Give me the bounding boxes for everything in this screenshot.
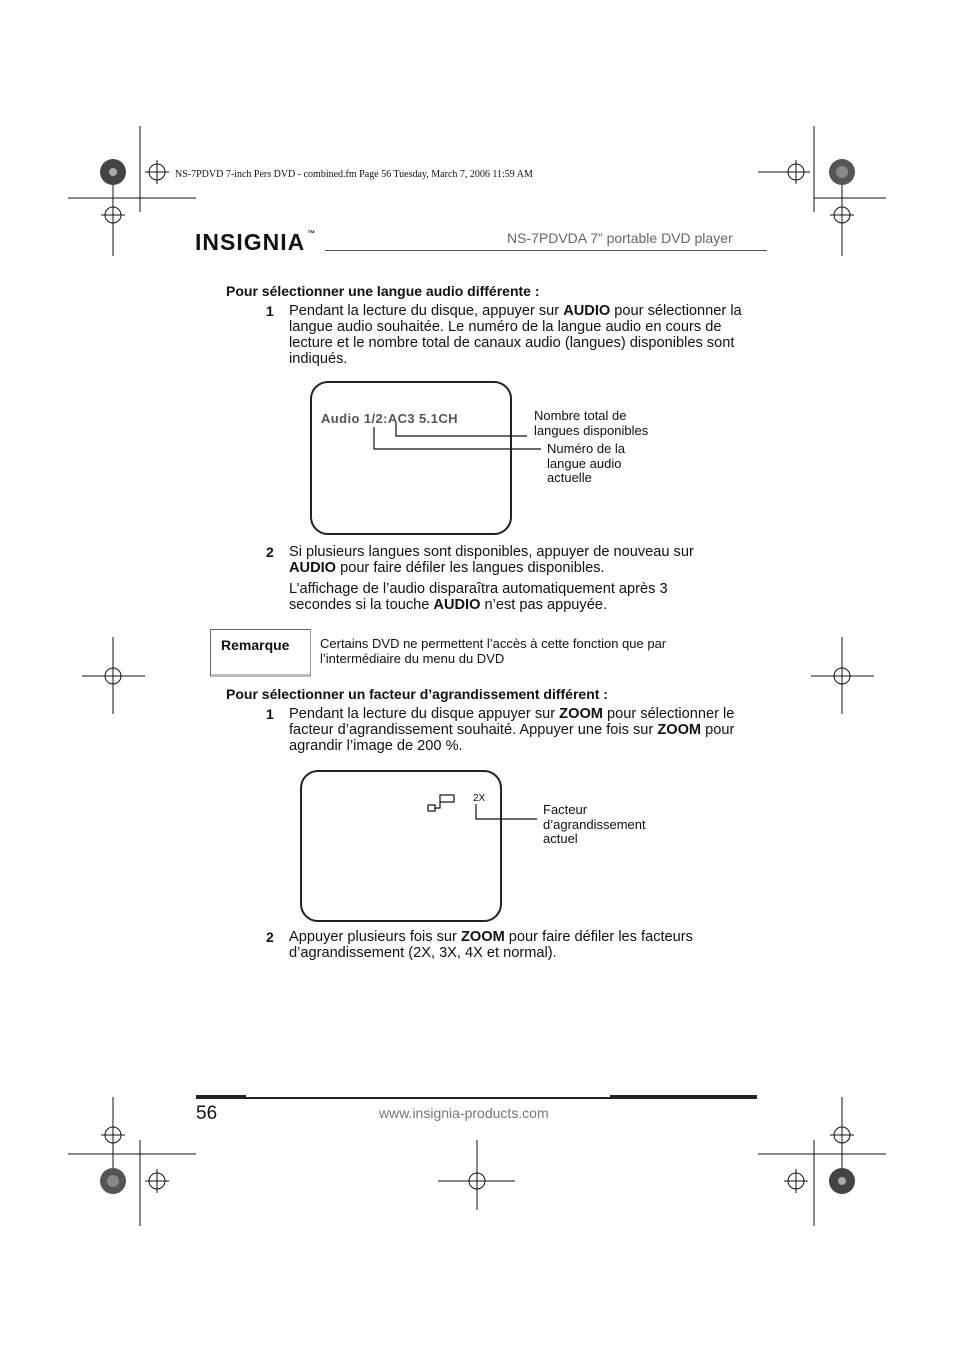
step-number: 1 (266, 706, 274, 722)
zoom-level-label: 2X (473, 793, 486, 804)
text: pour sélectionner le facteur d’agrandissement souhaité. Appuyer une fois sur (289, 706, 735, 738)
section-heading-audio: Pour sélectionner une langue audio différente : (226, 283, 540, 299)
text: Pendant la lecture du disque, appuyer sur (289, 303, 564, 319)
callout-line: actuelle (547, 470, 592, 486)
page-number: 56 (196, 1103, 218, 1124)
text: Pendant la lecture du disque appuyer sur (289, 706, 560, 722)
step-number: 2 (266, 544, 274, 560)
callout-line: Nombre total de (534, 408, 627, 423)
note-label: Remarque (221, 637, 290, 653)
zoom-icon (428, 795, 454, 811)
text: pour sélectionner la langue audio souhaitée. Le numéro de la langue audio en cours de lecture et le nombre total de canaux audio (langues) disponibles sont indiqués. (289, 303, 742, 367)
text: n’est pas appuyée. (480, 597, 608, 613)
text: pour faire défiler les facteurs d’agrandissement (2X, 3X, 4X et normal). (289, 929, 693, 961)
bold-text: AUDIO (289, 560, 337, 576)
callout-line: d’agrandissement (543, 816, 646, 832)
bold-text: ZOOM (657, 722, 702, 738)
callout-line: Facteur (543, 802, 588, 817)
text: pour faire défiler les langues disponibles. (336, 560, 605, 576)
logo-text: INSIGNIA (195, 229, 306, 255)
callout-line: Numéro de la (547, 441, 626, 456)
text: pour agrandir l’image de 200 %. (289, 722, 735, 754)
note-line: Certains DVD ne permettent l’accès à cette fonction que par (320, 636, 667, 651)
bold-text: AUDIO (433, 597, 481, 613)
step-number: 2 (266, 929, 274, 945)
step-number: 1 (266, 303, 274, 319)
bold-text: AUDIO (563, 303, 611, 319)
footer-rule-accent (196, 1095, 246, 1099)
text: Si plusieurs langues sont disponibles, appuyer de nouveau sur (289, 544, 694, 560)
footer-url[interactable]: www.insignia-products.com (379, 1105, 549, 1121)
bold-text: ZOOM (559, 706, 603, 722)
callout-line: langues disponibles (534, 422, 649, 438)
text: L’affichage de l’audio disparaîtra automatiquement après 3 secondes si la touche (289, 581, 668, 613)
footer-rule-accent (610, 1095, 757, 1099)
header-title: NS-7PDVDA 7” portable DVD player (507, 230, 733, 246)
note-line: l’intermédiaire du menu du DVD (320, 650, 505, 666)
text: Appuyer plusieurs fois sur (289, 929, 461, 945)
callout-line: langue audio (547, 455, 622, 471)
callout-line: actuel (543, 831, 578, 847)
osd-audio-text: Audio 1/2:AC3 5.1CH (321, 411, 458, 426)
step-text (289, 929, 744, 961)
bold-text: ZOOM (460, 929, 505, 945)
section-heading-zoom: Pour sélectionner un facteur d’agrandissement différent : (226, 686, 608, 702)
callout-zoom-factor (543, 803, 646, 847)
logo-tm: ™ (307, 229, 317, 238)
print-info: NS-7PDVD 7-inch Pers DVD - combined.fm Page 56 Tuesday, March 7, 2006 11:59 AM (175, 169, 533, 180)
